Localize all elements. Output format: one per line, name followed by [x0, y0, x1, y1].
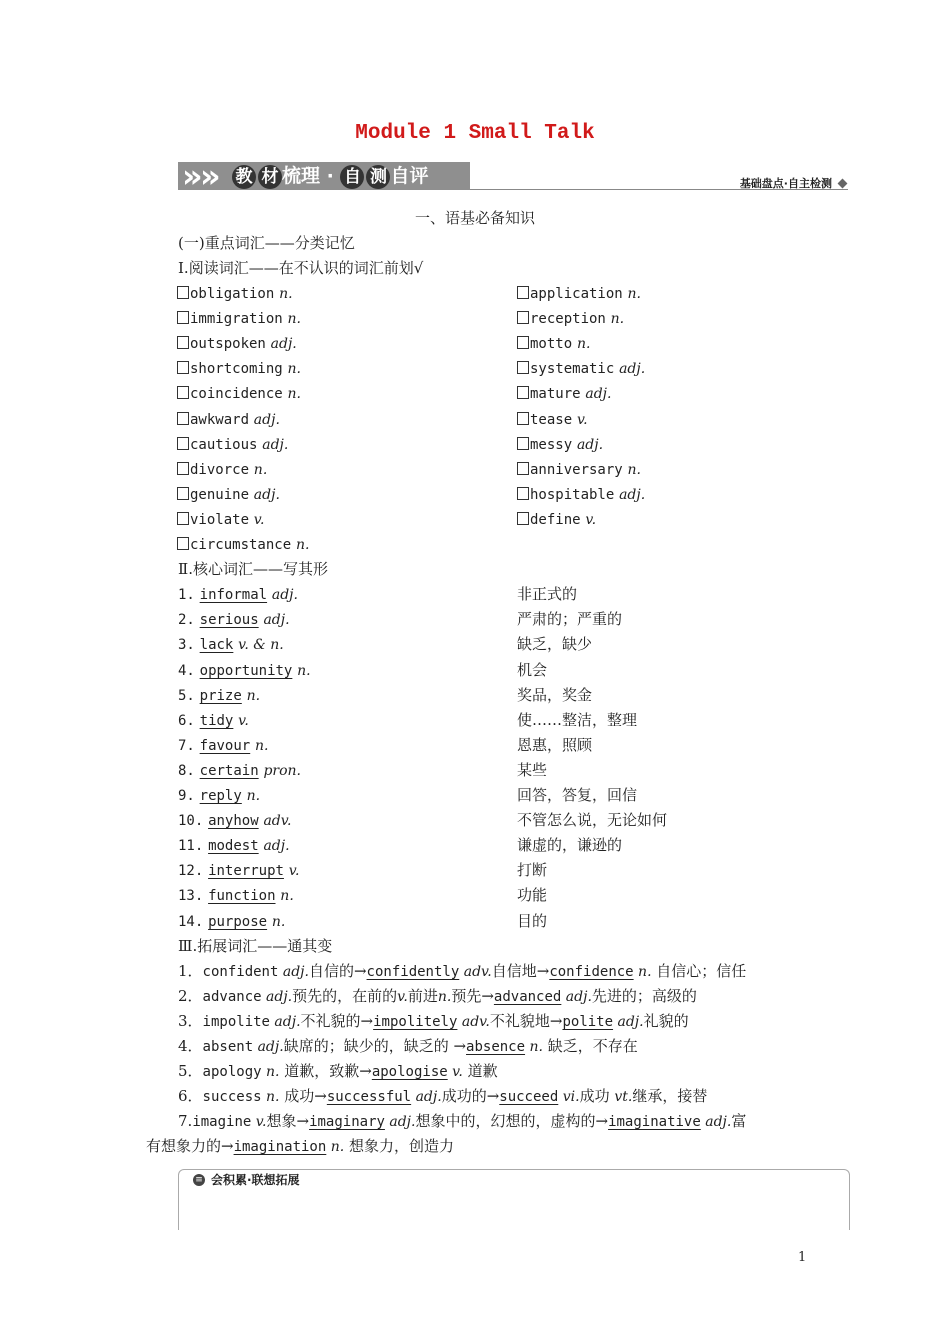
note-icon: ≡ — [193, 1174, 205, 1186]
part-of-speech: adj. — [253, 1039, 284, 1055]
item-number: 9. — [178, 788, 195, 804]
extended-vocab-line — [178, 961, 746, 982]
answer-word: imaginative — [608, 1114, 701, 1131]
section-banner — [178, 158, 848, 194]
section-heading: 一、语基必备知识 — [414, 209, 535, 227]
part-of-speech: n. — [287, 386, 301, 403]
page-title: Module 1 Small Talk — [355, 122, 595, 145]
vocab-word: anniversary — [530, 461, 623, 478]
part-of-speech: n. — [576, 336, 591, 353]
part-of-speech: adj. — [561, 988, 592, 1005]
reading-vocab-item — [517, 409, 588, 430]
item-number: 5. — [178, 687, 195, 704]
vocab-word: genuine — [190, 486, 250, 503]
extended-vocab-line — [178, 1011, 689, 1032]
extended-vocab-line — [178, 1111, 746, 1132]
checkbox[interactable] — [517, 437, 529, 450]
meaning: 某些 — [517, 760, 548, 779]
vocab-word: outspoken — [190, 336, 266, 353]
text: 想象中的，幻想的，虚构的→ — [415, 1112, 609, 1131]
text: 道歉，致歉→ — [279, 1062, 372, 1081]
part-of-speech: n. — [525, 1039, 543, 1055]
core-vocab-item — [178, 660, 311, 681]
core-vocab-item — [178, 810, 291, 831]
part-of-speech: adj. — [613, 1013, 644, 1030]
text: 自信地→ — [491, 961, 550, 980]
part-of-speech: n. — [261, 1089, 280, 1106]
text: 先进的；高级的 — [591, 986, 697, 1005]
part-of-speech: v. — [397, 988, 408, 1005]
base-word: impolite — [202, 1013, 270, 1030]
checkbox[interactable] — [517, 286, 529, 299]
part-of-speech: n. — [326, 1139, 345, 1156]
text: 前进 — [407, 986, 438, 1005]
text: 不礼貌的→ — [300, 1011, 374, 1030]
extended-vocab-line — [146, 1136, 454, 1157]
vocab-word: circumstance — [190, 537, 292, 553]
checkbox[interactable] — [517, 487, 529, 500]
part-of-speech: n. — [297, 662, 311, 679]
answer-word: confidently — [366, 963, 460, 980]
reading-vocab-item — [177, 409, 280, 430]
meaning: 非正式的 — [517, 585, 578, 604]
answer-word: purpose — [208, 913, 268, 930]
meaning: 打断 — [517, 861, 548, 880]
part-of-speech: n. — [287, 311, 301, 328]
item-number: 13. — [178, 888, 204, 905]
text: 不礼貌地→ — [489, 1011, 563, 1030]
part-of-speech: adv. — [459, 963, 492, 980]
part-of-speech: v. — [288, 863, 300, 880]
core-vocab-item — [178, 860, 299, 881]
checkbox[interactable] — [177, 412, 189, 425]
reading-vocab-item — [177, 534, 309, 555]
part-of-speech: adj. — [619, 361, 646, 378]
answer-word: certain — [199, 762, 259, 779]
answer-word: interrupt — [208, 863, 284, 880]
checkbox[interactable] — [517, 462, 529, 475]
reading-vocab-item — [517, 459, 641, 480]
vocab-word: tease — [530, 411, 573, 428]
answer-word: succeed — [499, 1089, 559, 1106]
item-number: 12. — [178, 863, 204, 880]
checkbox[interactable] — [517, 311, 529, 324]
answer-word: serious — [199, 612, 259, 629]
part-of-speech: v. & n. — [238, 637, 284, 654]
reading-vocab-item — [517, 358, 645, 379]
reading-vocab-item — [177, 509, 265, 530]
vocab-word: divorce — [190, 461, 250, 478]
part-of-speech: v. — [585, 511, 597, 528]
meaning: 功能 — [517, 886, 548, 905]
part-title-core: Ⅱ.核心词汇——写其形 — [178, 560, 328, 579]
text: 想象→ — [266, 1112, 310, 1131]
part-of-speech: n. — [627, 461, 641, 478]
text: 缺乏，不存在 — [542, 1037, 638, 1055]
checkbox[interactable] — [517, 412, 529, 425]
answer-word: modest — [208, 838, 259, 855]
part-of-speech: n. — [279, 286, 293, 302]
checkbox[interactable] — [517, 361, 529, 374]
reading-vocab-item — [177, 434, 288, 455]
meaning: 严肃的；严重的 — [517, 610, 623, 629]
reading-vocab-item — [177, 459, 267, 480]
vocab-word: coincidence — [190, 386, 283, 403]
core-vocab-item — [178, 609, 290, 630]
text: 自信的→ — [308, 961, 367, 980]
checkbox[interactable] — [177, 361, 189, 374]
text: 成功 — [579, 1087, 615, 1106]
answer-word: lack — [199, 637, 234, 654]
reading-vocab-item — [517, 308, 624, 329]
part-of-speech: n. — [255, 737, 269, 754]
part-of-speech: adv. — [457, 1013, 490, 1030]
part-of-speech: adj. — [619, 486, 646, 503]
meaning: 恩惠，照顾 — [517, 735, 593, 754]
part-of-speech: adj. — [261, 988, 293, 1005]
reading-vocab-item — [517, 383, 611, 404]
meaning: 目的 — [517, 911, 548, 930]
part-of-speech: v. — [238, 712, 249, 729]
part-of-speech: vt. — [614, 1089, 633, 1106]
answer-word: advanced — [493, 988, 562, 1005]
checkbox[interactable] — [177, 311, 189, 324]
text: 成功的→ — [441, 1087, 500, 1106]
checkbox[interactable] — [177, 512, 189, 525]
vocab-word: application — [530, 286, 623, 302]
checkbox[interactable] — [177, 487, 189, 500]
answer-word: anyhow — [208, 813, 259, 830]
vocab-word: hospitable — [530, 486, 615, 503]
part-of-speech: n. — [253, 461, 268, 478]
item-number: 2. — [178, 612, 195, 629]
checkbox[interactable] — [177, 437, 189, 450]
answer-word: informal — [199, 587, 268, 604]
answer-word: function — [208, 888, 276, 905]
vocab-word: define — [530, 511, 581, 528]
reading-vocab-item — [177, 383, 301, 404]
vocab-word: systematic — [530, 361, 615, 378]
text: 5． — [178, 1062, 203, 1081]
item-number: 11. — [178, 838, 204, 855]
text: 2． — [178, 986, 203, 1005]
answer-word: apologise — [371, 1064, 448, 1081]
core-vocab-item — [178, 835, 290, 856]
part-of-speech: n. — [280, 888, 294, 905]
part-of-speech: n. — [287, 361, 301, 378]
part-of-speech: adj. — [263, 612, 290, 629]
answer-word: favour — [199, 737, 251, 754]
item-number: 10. — [178, 813, 204, 830]
extended-vocab-line — [178, 1086, 707, 1107]
part-of-speech: n. — [271, 913, 286, 930]
answer-word: absence — [466, 1039, 526, 1055]
vocab-word: violate — [190, 511, 250, 528]
text: 继承，接替 — [632, 1087, 708, 1106]
banner-title: 教 材 梳理 · 自 测 自评 — [232, 162, 429, 190]
banner-subtitle: 基础盘点·自主检测 — [739, 177, 832, 190]
meaning: 缺乏，缺少 — [517, 635, 593, 654]
text: 7. — [178, 1112, 193, 1131]
vocab-word: immigration — [190, 311, 283, 328]
reading-vocab-item — [177, 283, 293, 304]
part-of-speech: v. — [253, 511, 265, 528]
text: 3． — [178, 1011, 203, 1030]
meaning: 谦虚的，谦逊的 — [517, 836, 623, 855]
part-of-speech: adj. — [253, 411, 280, 428]
chevron-right-icon: » — [182, 157, 203, 195]
answer-word: imaginary — [309, 1114, 385, 1131]
checkbox[interactable] — [177, 462, 189, 475]
page-number: 1 — [798, 1250, 807, 1265]
answer-word: opportunity — [199, 662, 293, 679]
chevron-right-icon: » — [200, 157, 221, 195]
part-of-speech: adj. — [278, 963, 309, 980]
part-of-speech: n. — [627, 286, 641, 302]
core-vocab-item — [178, 634, 284, 655]
core-vocab-item — [178, 911, 285, 932]
vocab-word: obligation — [190, 286, 275, 302]
text: 4． — [178, 1037, 203, 1055]
base-word: absent — [202, 1039, 254, 1055]
part-of-speech: pron. — [263, 762, 301, 779]
answer-word: prize — [199, 687, 242, 704]
reading-vocab-item — [517, 434, 603, 455]
part-of-speech: v. — [447, 1064, 463, 1081]
part-of-speech: adj. — [384, 1114, 416, 1131]
text: 有想象力的→ — [146, 1137, 234, 1156]
text: 想象力，创造力 — [344, 1137, 454, 1156]
item-number: 1. — [178, 587, 195, 604]
extended-vocab-line — [178, 1036, 638, 1057]
answer-word: reply — [199, 788, 242, 804]
vocab-word: mature — [530, 386, 581, 403]
part-of-speech: v. — [251, 1114, 267, 1131]
core-vocab-item — [178, 710, 249, 731]
vocab-word: cautious — [190, 436, 258, 453]
core-vocab-item — [178, 584, 298, 605]
part-of-speech: adj. — [700, 1114, 732, 1131]
answer-word: impolitely — [373, 1013, 458, 1030]
part-title-extended: Ⅲ.拓展词汇——通其变 — [178, 936, 333, 955]
part-of-speech: adj. — [263, 838, 290, 855]
checkbox[interactable] — [517, 512, 529, 525]
text: 缺席的；缺少的，缺乏的 → — [283, 1037, 467, 1055]
core-vocab-item — [178, 885, 294, 906]
base-word: advance — [202, 988, 262, 1005]
part-of-speech: adj. — [262, 436, 289, 453]
answer-word: polite — [562, 1013, 614, 1030]
extended-vocab-line — [178, 986, 697, 1007]
item-number: 4. — [178, 662, 195, 679]
base-word: apology — [202, 1064, 262, 1081]
part-of-speech: vi. — [558, 1089, 580, 1106]
answer-word: tidy — [199, 712, 234, 729]
vocab-word: reception — [530, 311, 606, 328]
base-word: imagine — [192, 1114, 252, 1131]
meaning: 回答，答复，回信 — [517, 786, 638, 804]
reading-vocab-item — [177, 333, 297, 354]
vocab-word: shortcoming — [190, 361, 283, 378]
diamond-icon — [838, 179, 848, 189]
part-of-speech: n. — [246, 687, 261, 704]
item-number: 3. — [178, 637, 195, 654]
item-number: 7. — [178, 737, 195, 754]
text: 道歉 — [462, 1062, 498, 1081]
subsection-heading: (一)重点词汇——分类记忆 — [178, 234, 355, 252]
part-of-speech: adj. — [269, 1013, 301, 1030]
text: 自信心；信任 — [651, 961, 747, 980]
part-of-speech: n. — [295, 537, 310, 553]
core-vocab-item — [178, 760, 301, 781]
checkbox[interactable] — [177, 286, 189, 299]
checkbox[interactable] — [177, 537, 189, 550]
text: 预先的，在前的 — [292, 986, 398, 1005]
core-vocab-item — [178, 735, 268, 756]
text: 礼貌的 — [643, 1011, 689, 1030]
extended-vocab-line — [178, 1061, 498, 1082]
part-of-speech: v. — [576, 411, 588, 428]
item-number: 8. — [178, 762, 195, 779]
part-of-speech: adj. — [576, 436, 604, 453]
reading-vocab-item — [517, 283, 641, 304]
notes-box-label: 会积累·联想拓展 — [211, 1171, 304, 1188]
answer-word: confidence — [549, 963, 634, 980]
text: 成功→ — [279, 1087, 327, 1106]
notes-box — [178, 1169, 850, 1230]
checkbox[interactable] — [177, 336, 189, 349]
checkbox[interactable] — [517, 386, 529, 399]
part-of-speech: n. — [633, 963, 652, 980]
part-of-speech: adj. — [585, 386, 612, 403]
part-of-speech: n. — [610, 311, 625, 328]
reading-vocab-item — [517, 509, 596, 530]
core-vocab-item — [178, 685, 260, 706]
meaning: 使……整洁，整理 — [517, 710, 638, 729]
vocab-word: awkward — [190, 411, 250, 428]
item-number: 14. — [178, 913, 204, 930]
text: 富 — [731, 1112, 747, 1131]
vocab-word: motto — [530, 336, 573, 353]
part-of-speech: adj. — [271, 587, 298, 604]
base-word: success — [202, 1089, 262, 1106]
item-number: 6. — [178, 712, 195, 729]
vocab-word: messy — [530, 436, 573, 453]
part-of-speech: adv. — [263, 813, 292, 830]
answer-word: imagination — [233, 1139, 327, 1156]
meaning: 奖品，奖金 — [517, 685, 593, 704]
checkbox[interactable] — [517, 336, 529, 349]
reading-vocab-item — [177, 308, 301, 329]
reading-vocab-item — [177, 358, 301, 379]
part-of-speech: adj. — [411, 1089, 442, 1106]
answer-word: successful — [326, 1089, 412, 1106]
part-of-speech: n. — [261, 1064, 280, 1081]
meaning: 不管怎么说，无论如何 — [517, 811, 668, 830]
part-title-reading: Ⅰ.阅读词汇——在不认识的词汇前划√ — [178, 259, 424, 277]
text: 1． — [178, 961, 203, 980]
reading-vocab-item — [517, 333, 590, 354]
meaning: 机会 — [517, 660, 548, 679]
base-word: confident — [202, 963, 279, 980]
core-vocab-item — [178, 785, 260, 806]
text: 6． — [178, 1087, 203, 1106]
reading-vocab-item — [177, 484, 280, 505]
part-of-speech: n. — [437, 988, 452, 1005]
part-of-speech: adj. — [270, 336, 297, 353]
checkbox[interactable] — [177, 386, 189, 399]
part-of-speech: n. — [246, 788, 261, 804]
part-of-speech: adj. — [253, 486, 280, 503]
text: 预先→ — [451, 986, 494, 1005]
reading-vocab-item — [517, 484, 645, 505]
